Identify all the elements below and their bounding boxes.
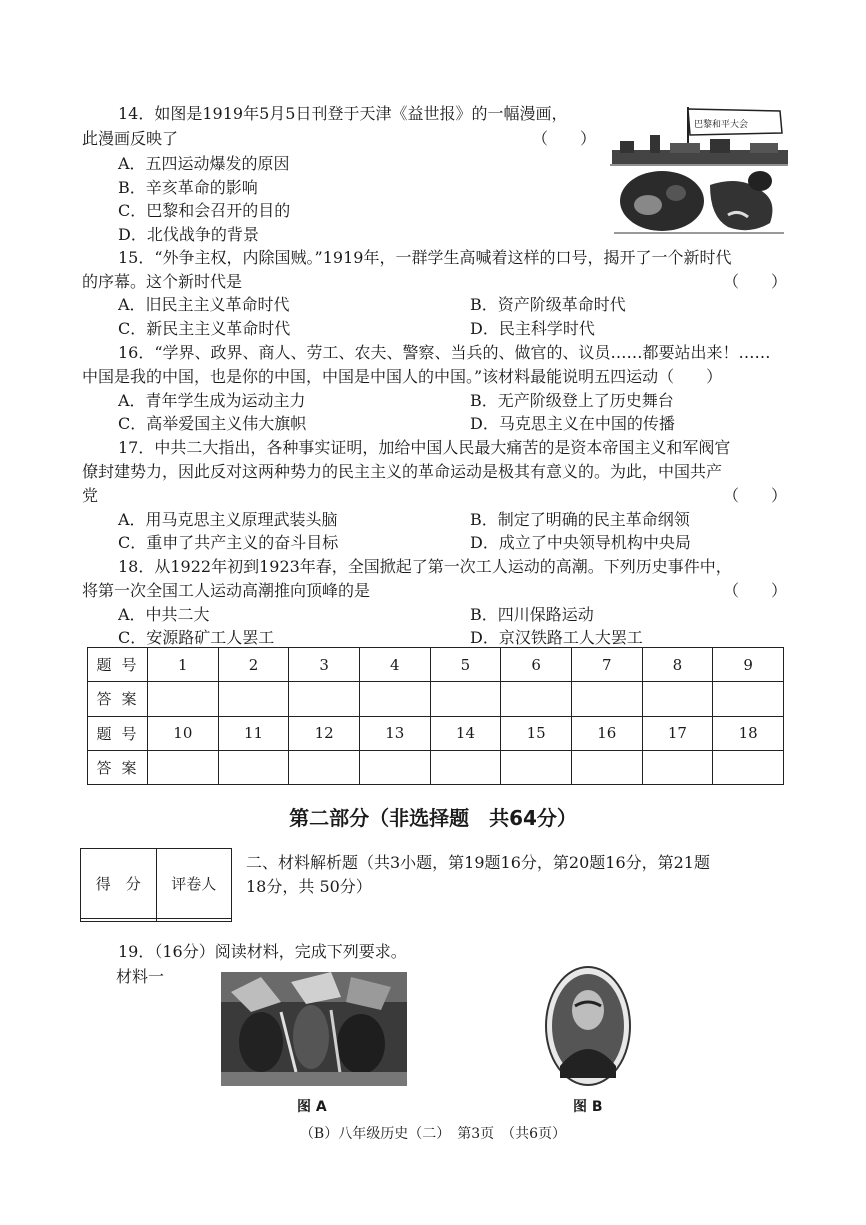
q16-option-b: B．无产阶级登上了历史舞台 [470,391,674,410]
q15-stem-line2: 的序幕。这个新时代是 [82,272,243,291]
q16-stem-line1: 16．“学界、政界、商人、劳工、农夫、警察、当兵的、做官的、议员……都要站出来！…… [118,343,771,362]
grid-answer-cell[interactable] [501,682,572,716]
grid-answer-cell[interactable] [713,682,784,716]
q15-option-a: A．旧民主主义革命时代 [118,295,290,314]
grid-cell-number: 3 [289,648,360,682]
q14-answer-paren: （ ） [532,129,597,148]
q18-option-c: C．安源路矿工人罢工 [118,628,275,647]
grid-answer-cell[interactable] [289,682,360,716]
section2-heading-line2: 18分，共 50分） [246,877,372,896]
q17-option-d: D．成立了中央领导机构中央局 [470,533,691,552]
page-footer: （B）八年级历史（二） 第3页 （共6页） [299,1126,567,1142]
answer-grid [87,647,784,785]
q17-stem-line3: 党 [82,486,99,505]
score-input-cell[interactable] [81,918,157,921]
q14-option-a: A．五四运动爆发的原因 [118,154,290,173]
q15-option-b: B．资产阶级革命时代 [470,295,626,314]
grid-cell-number: 13 [359,716,430,750]
grader-label: 评卷人 [156,849,232,919]
section2-heading-line1: 二、材料解析题（共3小题，第19题16分，第20题16分，第21题 [246,853,710,872]
grid-cell-number: 8 [642,648,713,682]
answer-grid-row-answers-1 [88,682,784,716]
grid-cell-number: 12 [289,716,360,750]
q17-option-b: B．制定了明确的民主革命纲领 [470,510,690,529]
q18-answer-paren: （ ） [723,581,788,600]
q17-stem-line2: 僚封建势力，因此反对这两种势力的民主主义的革命运动是极其有意义的。为此，中国共产 [82,462,723,481]
grid-answer-cell[interactable] [713,750,784,784]
grid-cell-number: 5 [430,648,501,682]
figure-b-portrait [545,966,631,1086]
cartoon-illustration [610,105,788,243]
grid-answer-cell[interactable] [571,750,642,784]
q15-answer-paren: （ ） [723,272,788,291]
grid-label-answer: 答案 [88,682,148,716]
q19-stem: 19．（16分）阅读材料，完成下列要求。 [118,942,407,961]
q14-stem-line2: 此漫画反映了 [82,129,179,148]
grid-cell-number: 10 [148,716,219,750]
q17-option-c: C．重申了共产主义的奋斗目标 [118,533,339,552]
q17-option-a: A．用马克思主义原理武装头脑 [118,510,338,529]
q18-option-d: D．京汉铁路工人大罢工 [470,628,643,647]
q16-stem-line2: 中国是我的中国，也是你的中国，中国是中国人的中国。”该材料最能说明五四运动（ ） [82,367,723,386]
figure-a-caption: 图 A [297,1099,327,1115]
grader-input-cell[interactable] [156,918,232,921]
q15-stem-line1: 15．“外争主权，内除国贼。”1919年，一群学生高喊着这样的口号，揭开了一个新时代 [118,248,732,267]
q15-option-c: C．新民主主义革命时代 [118,319,291,338]
answer-grid-row-numbers-2 [88,716,784,750]
q17-answer-paren: （ ） [723,486,788,505]
grid-answer-cell[interactable] [430,750,501,784]
q14-option-c: C．巴黎和会召开的目的 [118,201,291,220]
score-box [80,848,232,922]
q16-option-c: C．高举爱国主义伟大旗帜 [118,414,307,433]
q16-option-a: A．青年学生成为运动主力 [118,391,306,410]
q18-option-b: B．四川保路运动 [470,605,594,624]
q14-stem-line1: 14．如图是1919年5月5日刊登于天津《益世报》的一幅漫画， [118,104,568,123]
grid-answer-cell[interactable] [501,750,572,784]
grid-cell-number: 7 [571,648,642,682]
grid-answer-cell[interactable] [359,682,430,716]
answer-grid-row-numbers-1 [88,648,784,682]
grid-answer-cell[interactable] [642,682,713,716]
q14-option-b: B．辛亥革命的影响 [118,178,258,197]
grid-cell-number: 18 [713,716,784,750]
grid-answer-cell[interactable] [218,750,289,784]
grid-cell-number: 14 [430,716,501,750]
q17-stem-line1: 17．中共二大指出，各种事实证明，加给中国人民最大痛苦的是资本帝国主义和军阀官 [118,438,731,457]
grid-cell-number: 15 [501,716,572,750]
grid-cell-number: 16 [571,716,642,750]
grid-answer-cell[interactable] [359,750,430,784]
grid-cell-number: 17 [642,716,713,750]
grid-cell-number: 2 [218,648,289,682]
grid-cell-number: 6 [501,648,572,682]
score-label: 得 分 [81,849,157,919]
grid-cell-number: 4 [359,648,430,682]
grid-cell-number: 9 [713,648,784,682]
q14-option-d: D．北伐战争的背景 [118,225,259,244]
grid-answer-cell[interactable] [148,682,219,716]
grid-answer-cell[interactable] [289,750,360,784]
grid-label-question-no: 题号 [88,648,148,682]
q15-option-d: D．民主科学时代 [470,319,595,338]
q18-stem-line1: 18．从1922年初到1923年春，全国掀起了第一次工人运动的高潮。下列历史事件中， [118,557,732,576]
grid-cell-number: 11 [218,716,289,750]
grid-answer-cell[interactable] [430,682,501,716]
figure-b-caption: 图 B [573,1099,603,1115]
figure-a-image [221,972,407,1086]
q19-material-label: 材料一 [116,967,165,986]
grid-label-question-no: 题号 [88,716,148,750]
grid-answer-cell[interactable] [218,682,289,716]
cartoon-banner-text: 巴黎和平大会 [694,120,749,130]
q18-option-a: A．中共二大 [118,605,210,624]
part2-title: 第二部分（非选择题 共64分） [289,806,577,830]
grid-answer-cell[interactable] [148,750,219,784]
grid-label-answer: 答案 [88,750,148,784]
grid-answer-cell[interactable] [642,750,713,784]
grid-answer-cell[interactable] [571,682,642,716]
q16-option-d: D．马克思主义在中国的传播 [470,414,675,433]
answer-grid-row-answers-2 [88,750,784,784]
grid-cell-number: 1 [148,648,219,682]
q18-stem-line2: 将第一次全国工人运动高潮推向顶峰的是 [82,581,371,600]
